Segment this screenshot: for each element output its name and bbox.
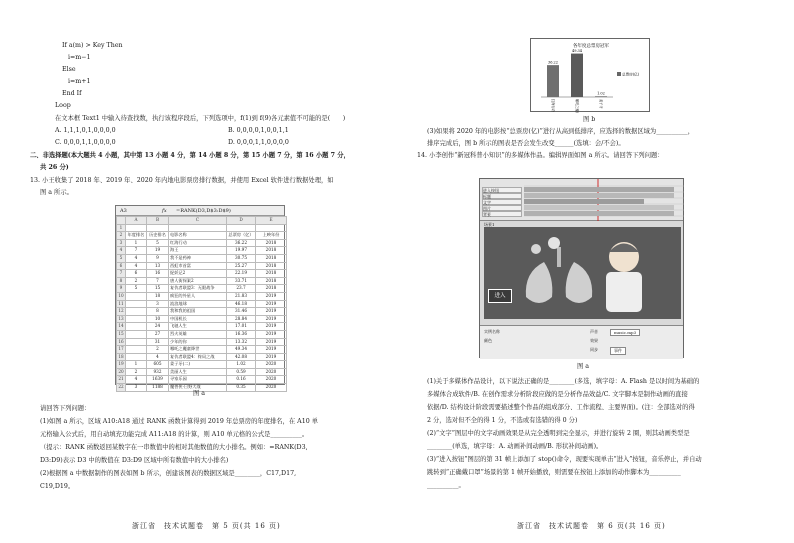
timeline-layer[interactable]: 标题 <box>482 193 522 199</box>
flash-editor <box>479 178 684 358</box>
prop-instance-label: 实例名称 <box>484 329 500 334</box>
table-cell[interactable]: 2019 <box>256 315 287 323</box>
table-row <box>117 353 287 361</box>
option-b: B. 0,0,0,0,1,0,0,1,1 <box>228 127 289 134</box>
table-row <box>117 368 287 376</box>
table-row <box>117 308 287 316</box>
row-header[interactable]: 1 <box>117 224 126 232</box>
table-cell[interactable]: 31 <box>147 338 169 346</box>
data-label: 49.34 <box>571 49 583 54</box>
table-cell[interactable] <box>126 338 147 346</box>
prop-color-label: 颜色 <box>484 338 492 343</box>
properties-panel <box>480 325 683 359</box>
part-1-cont3: 2 分，选对但不全的得 1 分，不选或有选错的得 0 分) <box>427 417 578 424</box>
row-header[interactable]: 11 <box>117 300 126 308</box>
sound-select[interactable]: music.mp3 <box>610 329 640 336</box>
table-cell[interactable]: 2020 <box>256 361 287 369</box>
table-row <box>117 323 287 331</box>
table-cell[interactable]: 2019 <box>256 308 287 316</box>
table-cell[interactable]: 总票房（亿） <box>227 232 256 240</box>
column-header[interactable]: B <box>147 217 169 225</box>
table-cell[interactable]: 2018 <box>256 247 287 255</box>
timeline <box>480 179 683 221</box>
table-cell[interactable] <box>126 292 147 300</box>
table-cell[interactable]: 31.46 <box>227 308 256 316</box>
table-cell[interactable]: 18 <box>147 292 169 300</box>
table-cell[interactable]: 2 <box>126 368 147 376</box>
table-row <box>117 239 287 247</box>
table-cell[interactable]: 2020 <box>256 384 287 392</box>
category-label: 红海行动 <box>551 99 555 112</box>
table-cell[interactable]: 飞驰人生 <box>169 323 227 331</box>
row-header[interactable]: 21 <box>117 376 126 384</box>
table-row <box>117 361 287 369</box>
table-cell[interactable]: 2020 <box>256 368 287 376</box>
table-cell[interactable]: 美丽人生 <box>169 368 227 376</box>
row-header[interactable]: 17 <box>117 346 126 354</box>
table-row <box>117 270 287 278</box>
table-cell[interactable]: 21.83 <box>227 292 256 300</box>
table-cell[interactable]: 15 <box>147 285 169 293</box>
code-line: Loop <box>55 102 71 109</box>
column-header[interactable]: E <box>256 217 287 225</box>
table-cell[interactable]: 2020 <box>256 376 287 384</box>
table-row <box>117 315 287 323</box>
bar <box>571 54 583 97</box>
sub-question-1: (1)如图 a 所示，区域 A10:A18 通过 RANK 函数计算得到 2019 年总票房的年度排名，在 A10 单 <box>40 418 319 425</box>
figure-a-caption-right: 图 a <box>577 363 590 370</box>
table-cell[interactable]: 历史排名 <box>147 232 169 240</box>
category-label: 姜子牙 <box>599 99 603 109</box>
table-cell[interactable]: 2019 <box>256 300 287 308</box>
table-cell[interactable]: 6 <box>126 270 147 278</box>
data-label: 1.02 <box>597 91 605 96</box>
table-cell[interactable] <box>227 224 256 232</box>
row-header[interactable]: 10 <box>117 292 126 300</box>
table-cell[interactable] <box>126 315 147 323</box>
timeline-layer[interactable]: 进入按钮 <box>482 187 522 193</box>
table-cell[interactable]: 27 <box>147 330 169 338</box>
table-cell[interactable]: 2019 <box>256 323 287 331</box>
table-cell[interactable]: 25.27 <box>227 262 256 270</box>
table-cell[interactable]: 932 <box>147 368 169 376</box>
table-cell[interactable] <box>169 224 227 232</box>
table-cell[interactable]: 13 <box>147 262 169 270</box>
code-line: Else <box>62 66 76 73</box>
table-cell[interactable]: 唐人街探案2 <box>169 277 227 285</box>
fx-icon: fx <box>162 208 167 214</box>
table-cell[interactable] <box>256 224 287 232</box>
table-cell[interactable]: 电影名称 <box>169 232 227 240</box>
sub-question-3-cont: 排序完成后，图 b 所示的图表是否会发生改变______(选填：会/不会)。 <box>427 140 625 147</box>
table-row <box>117 247 287 255</box>
category-label: 哪吒之魔童降世 <box>575 99 579 113</box>
table-cell[interactable] <box>126 330 147 338</box>
table-cell[interactable]: 年度排名 <box>126 232 147 240</box>
timeline-layer[interactable]: 图片 <box>482 205 522 211</box>
column-header[interactable] <box>117 217 126 225</box>
table-row <box>117 292 287 300</box>
table-cell[interactable]: 4 <box>147 353 169 361</box>
column-header-row <box>117 217 287 225</box>
table-cell[interactable]: 16 <box>147 270 169 278</box>
table-row <box>117 254 287 262</box>
table-cell[interactable]: 2018 <box>256 239 287 247</box>
table-cell[interactable]: 0.16 <box>227 376 256 384</box>
table-cell[interactable]: 23.7 <box>227 285 256 293</box>
table-cell[interactable]: 复仇者联盟4：终局之战 <box>169 353 227 361</box>
enter-button[interactable]: 进入 <box>488 289 512 303</box>
table-cell[interactable]: 28.84 <box>227 315 256 323</box>
table-cell[interactable]: 1.02 <box>227 361 256 369</box>
table-cell[interactable]: 24 <box>147 323 169 331</box>
code-line: i=m+1 <box>68 78 91 85</box>
row-header[interactable]: 19 <box>117 361 126 369</box>
table-cell[interactable]: 1639 <box>147 376 169 384</box>
table-cell[interactable]: 3 <box>147 300 169 308</box>
row-header[interactable]: 12 <box>117 308 126 316</box>
table-row <box>117 232 287 240</box>
table-cell[interactable] <box>147 224 169 232</box>
prop-sync-label: 同步 <box>590 347 598 352</box>
table-cell[interactable]: 3 <box>126 384 147 392</box>
table-cell[interactable] <box>126 224 147 232</box>
table-row <box>117 285 287 293</box>
data-label: 36.22 <box>547 60 559 65</box>
table-cell[interactable]: 姜子牙(二) <box>169 361 227 369</box>
row-header[interactable]: 7 <box>117 270 126 278</box>
option-a: A. 1,1,1,0,1,0,0,0,0 <box>55 127 116 134</box>
table-cell[interactable]: 13.32 <box>227 338 256 346</box>
sub-question-1-hint-cont: D3:D9)表示 D3 中的数值在 D3:D9 区域中所有数值中的大小排名) <box>40 457 229 464</box>
row-header[interactable]: 20 <box>117 368 126 376</box>
right-page <box>397 0 794 543</box>
row-header[interactable]: 9 <box>117 285 126 293</box>
sub-question-3: (3)如果将 2020 年的电影按“总票房(亿)”进行从高到低排序，应选择的数据区域为__________， <box>427 128 694 135</box>
bar <box>595 96 607 97</box>
table-cell[interactable]: 1188 <box>147 384 169 392</box>
table-cell[interactable]: 19 <box>147 247 169 255</box>
part-3: (3)“进入按钮”图层的第 31 帧上添加了 stop()命令，现要实现单击“进入”按钮，音乐停止，并自动 <box>427 456 702 463</box>
table-cell[interactable]: 46.18 <box>227 300 256 308</box>
row-header[interactable]: 3 <box>117 239 126 247</box>
table-cell[interactable]: 2018 <box>256 277 287 285</box>
table-row <box>117 338 287 346</box>
table-cell[interactable]: 16.36 <box>227 330 256 338</box>
table-cell[interactable]: 2018 <box>256 254 287 262</box>
table-cell[interactable]: 7 <box>147 277 169 285</box>
row-header[interactable]: 6 <box>117 262 126 270</box>
scene-tab[interactable]: 场景1 <box>484 222 495 227</box>
table-cell[interactable]: 7 <box>126 247 147 255</box>
question-13: 13. 小王收集了 2018 年、2019 年、2020 年内地电影票房排行数据，并使用 Excel 软件进行数据处理，如 <box>30 177 334 184</box>
table-cell[interactable]: 西虹市首富 <box>169 262 227 270</box>
part-2: (2)“文字”图层中的文字动画效果是从完全透明到完全显示，并进行旋转 2 圈，则其动画类型是 <box>427 430 690 437</box>
table-cell[interactable]: 寻家乐园 <box>169 376 227 384</box>
table-cell[interactable]: 上映年份 <box>256 232 287 240</box>
table-cell[interactable]: 17.01 <box>227 323 256 331</box>
row-header[interactable]: 14 <box>117 323 126 331</box>
figure-b-caption: 图 b <box>583 116 596 123</box>
table-cell[interactable]: 605 <box>147 361 169 369</box>
table-cell[interactable]: 2019 <box>256 292 287 300</box>
section-heading: 二、非选择题(本大题共 4 小题，其中第 13 小题 4 分，第 14 小题 8 分，第 15 小题 7 分，第 16 小题 7 分， <box>30 152 350 159</box>
table-cell[interactable]: 捉妖记2 <box>169 270 227 278</box>
bar <box>547 65 559 97</box>
table-cell[interactable]: 1 <box>126 361 147 369</box>
sub-question-2-cont: C19,D19。 <box>40 483 75 490</box>
table-cell[interactable]: 少年的你 <box>169 338 227 346</box>
table-cell[interactable]: 4 <box>126 254 147 262</box>
table-cell[interactable]: 2019 <box>256 346 287 354</box>
sub-question-1-hint: （提示：RANK 函数返回某数字在一串数值中的相对其他数值的大小排名。例如：=RANK(D3, <box>40 444 308 451</box>
prop-sound-label: 声音 <box>590 329 598 334</box>
table-row <box>117 376 287 384</box>
table-cell[interactable] <box>126 346 147 354</box>
table-cell[interactable]: 海王 <box>169 247 227 255</box>
question-intro: 在文本框 Text1 中输入待查找数，执行该程序段后，下列选项中，f(1)到 f(9)各元素值不可能的是( ) <box>55 115 346 122</box>
row-header[interactable]: 18 <box>117 353 126 361</box>
part-1: (1)关于多媒体作品设计，以下说法正确的是________(多选，填字母：A. Flash 是以时间为基础的 <box>427 378 700 385</box>
table-cell[interactable]: 0.35 <box>227 384 256 392</box>
formula-bar <box>116 206 284 216</box>
table-row <box>117 224 287 232</box>
table-cell[interactable]: 流浪地球 <box>169 300 227 308</box>
answer-title: 请回答下列问题： <box>40 405 91 412</box>
table-cell[interactable]: 红海行动 <box>169 239 227 247</box>
table-cell[interactable]: 36.22 <box>227 239 256 247</box>
table-cell[interactable]: 42.08 <box>227 353 256 361</box>
sync-select[interactable]: 事件 <box>610 347 626 355</box>
cell-reference[interactable]: A3 <box>120 208 127 214</box>
part-3-cont2: __________。 <box>427 482 465 489</box>
sub-question-2: (2)根据图 a 中数据制作的图表如图 b 所示，创建该图表的数据区域是________，C17,D17, <box>40 470 297 477</box>
row-header[interactable]: 15 <box>117 330 126 338</box>
part-3-cont: 跳转到“正确戴口罩”场景的第 1 帧开始播放，则需要在按钮上添加的动作脚本为__________ <box>427 469 681 476</box>
table-cell[interactable] <box>126 300 147 308</box>
table-cell[interactable]: 9 <box>147 254 169 262</box>
table-cell[interactable]: 0.59 <box>227 368 256 376</box>
row-header[interactable]: 16 <box>117 338 126 346</box>
table-cell[interactable]: 中国机长 <box>169 315 227 323</box>
page-footer-right: 浙江省 技术试题卷 第 6 页(共 16 页) <box>517 522 666 530</box>
row-header[interactable]: 4 <box>117 247 126 255</box>
row-header[interactable]: 5 <box>117 254 126 262</box>
table-cell[interactable] <box>126 308 147 316</box>
prop-effect-label: 效果 <box>590 338 598 343</box>
legend-swatch <box>617 72 621 76</box>
table-cell[interactable] <box>126 323 147 331</box>
code-line: i=m−1 <box>68 54 91 61</box>
table-cell[interactable]: 我不是药神 <box>169 254 227 262</box>
sub-question-1-cont: 元格输入公式后，用自动填充功能完成 A11:A18 的计算，则 A10 单元格的公式是__________。 <box>40 431 309 438</box>
option-d: D. 0,0,0,1,1,0,0,0,0 <box>228 139 289 146</box>
table-cell[interactable]: 5 <box>126 285 147 293</box>
sheet-grid <box>116 216 287 392</box>
timeline-layer[interactable]: 背景 <box>482 211 522 217</box>
formula-text[interactable]: =RANK(D3,D$3:D$9) <box>176 208 231 214</box>
code-line: If a(m) > Key Then <box>62 42 123 49</box>
table-cell[interactable]: 2018 <box>256 262 287 270</box>
part-2-cont: ________(单选，填字母：A. 动画补间动画/B. 形状补间动画)。 <box>427 443 603 450</box>
chart-svg <box>531 39 651 113</box>
stage <box>484 227 681 319</box>
table-cell[interactable]: 疯狂的外星人 <box>169 292 227 300</box>
table-cell[interactable]: 我和我的祖国 <box>169 308 227 316</box>
table-cell[interactable]: 10 <box>147 315 169 323</box>
row-header[interactable]: 13 <box>117 315 126 323</box>
timeline-layer[interactable]: 文字 <box>482 199 522 205</box>
chart-b <box>530 38 650 112</box>
table-cell[interactable]: 2019 <box>256 338 287 346</box>
question-14: 14. 小李创作“新冠科普小知识”的多媒体作品。编辑界面如图 a 所示。请回答下列问题： <box>417 152 664 159</box>
table-cell[interactable]: 19.97 <box>227 247 256 255</box>
stage-illustration <box>484 227 681 319</box>
question-13-cont: 图 a 所示。 <box>40 189 73 196</box>
timeline-frames[interactable] <box>524 179 684 221</box>
table-cell[interactable]: 5 <box>147 239 169 247</box>
section-heading-cont: 共 26 分) <box>40 164 69 171</box>
table-cell[interactable]: 2019 <box>256 330 287 338</box>
row-header[interactable]: 2 <box>117 232 126 240</box>
table-cell[interactable]: 22.19 <box>227 270 256 278</box>
table-cell[interactable]: 魔兽侠·日野大战 <box>169 384 227 392</box>
table-row <box>117 277 287 285</box>
column-header[interactable]: D <box>227 217 256 225</box>
table-cell[interactable]: 2 <box>126 277 147 285</box>
table-cell[interactable]: 4 <box>126 376 147 384</box>
part-1-cont2: 依据/D. 结构设计阶段需要描述整个作品的组成部分、工作流程、主要界面)。(注：全部选对的得 <box>427 404 695 411</box>
table-row <box>117 330 287 338</box>
page-footer: 浙江省 技术试题卷 第 5 页(共 16 页) <box>132 522 281 530</box>
table-cell[interactable]: 2018 <box>256 270 287 278</box>
table-cell[interactable]: 2019 <box>256 353 287 361</box>
table-cell[interactable] <box>126 353 147 361</box>
table-row <box>117 300 287 308</box>
figure-a-caption: 图 a <box>193 390 206 397</box>
table-cell[interactable]: 哪吒之魔童降世 <box>169 346 227 354</box>
table-row <box>117 262 287 270</box>
table-cell[interactable]: 1 <box>126 239 147 247</box>
table-cell[interactable]: 烈火英雄 <box>169 330 227 338</box>
column-header[interactable]: A <box>126 217 147 225</box>
option-c: C. 0,0,0,1,1,0,0,0,0 <box>55 139 116 146</box>
table-cell[interactable]: 2018 <box>256 285 287 293</box>
code-line: End If <box>62 90 82 97</box>
chart-title: 各年度总票房冠军 <box>573 44 609 49</box>
table-cell[interactable]: 2 <box>147 346 169 354</box>
spreadsheet <box>115 205 285 390</box>
table-cell[interactable]: 4 <box>126 262 147 270</box>
table-cell[interactable]: 49.34 <box>227 346 256 354</box>
table-cell[interactable]: 复仇者联盟3：无限战争 <box>169 285 227 293</box>
table-cell[interactable]: 8 <box>147 308 169 316</box>
table-cell[interactable]: 30.75 <box>227 254 256 262</box>
column-header[interactable]: C <box>169 217 227 225</box>
table-cell[interactable]: 33.71 <box>227 277 256 285</box>
row-header[interactable]: 8 <box>117 277 126 285</box>
row-header[interactable]: 22 <box>117 384 126 392</box>
table-row <box>117 346 287 354</box>
legend-label: 总票房(亿) <box>622 72 640 77</box>
part-1-cont: 多媒体合成软件/B. 在创作需求分析阶段应做的是分析作品效益/C. 文字脚本是制作动画的直接 <box>427 391 688 398</box>
